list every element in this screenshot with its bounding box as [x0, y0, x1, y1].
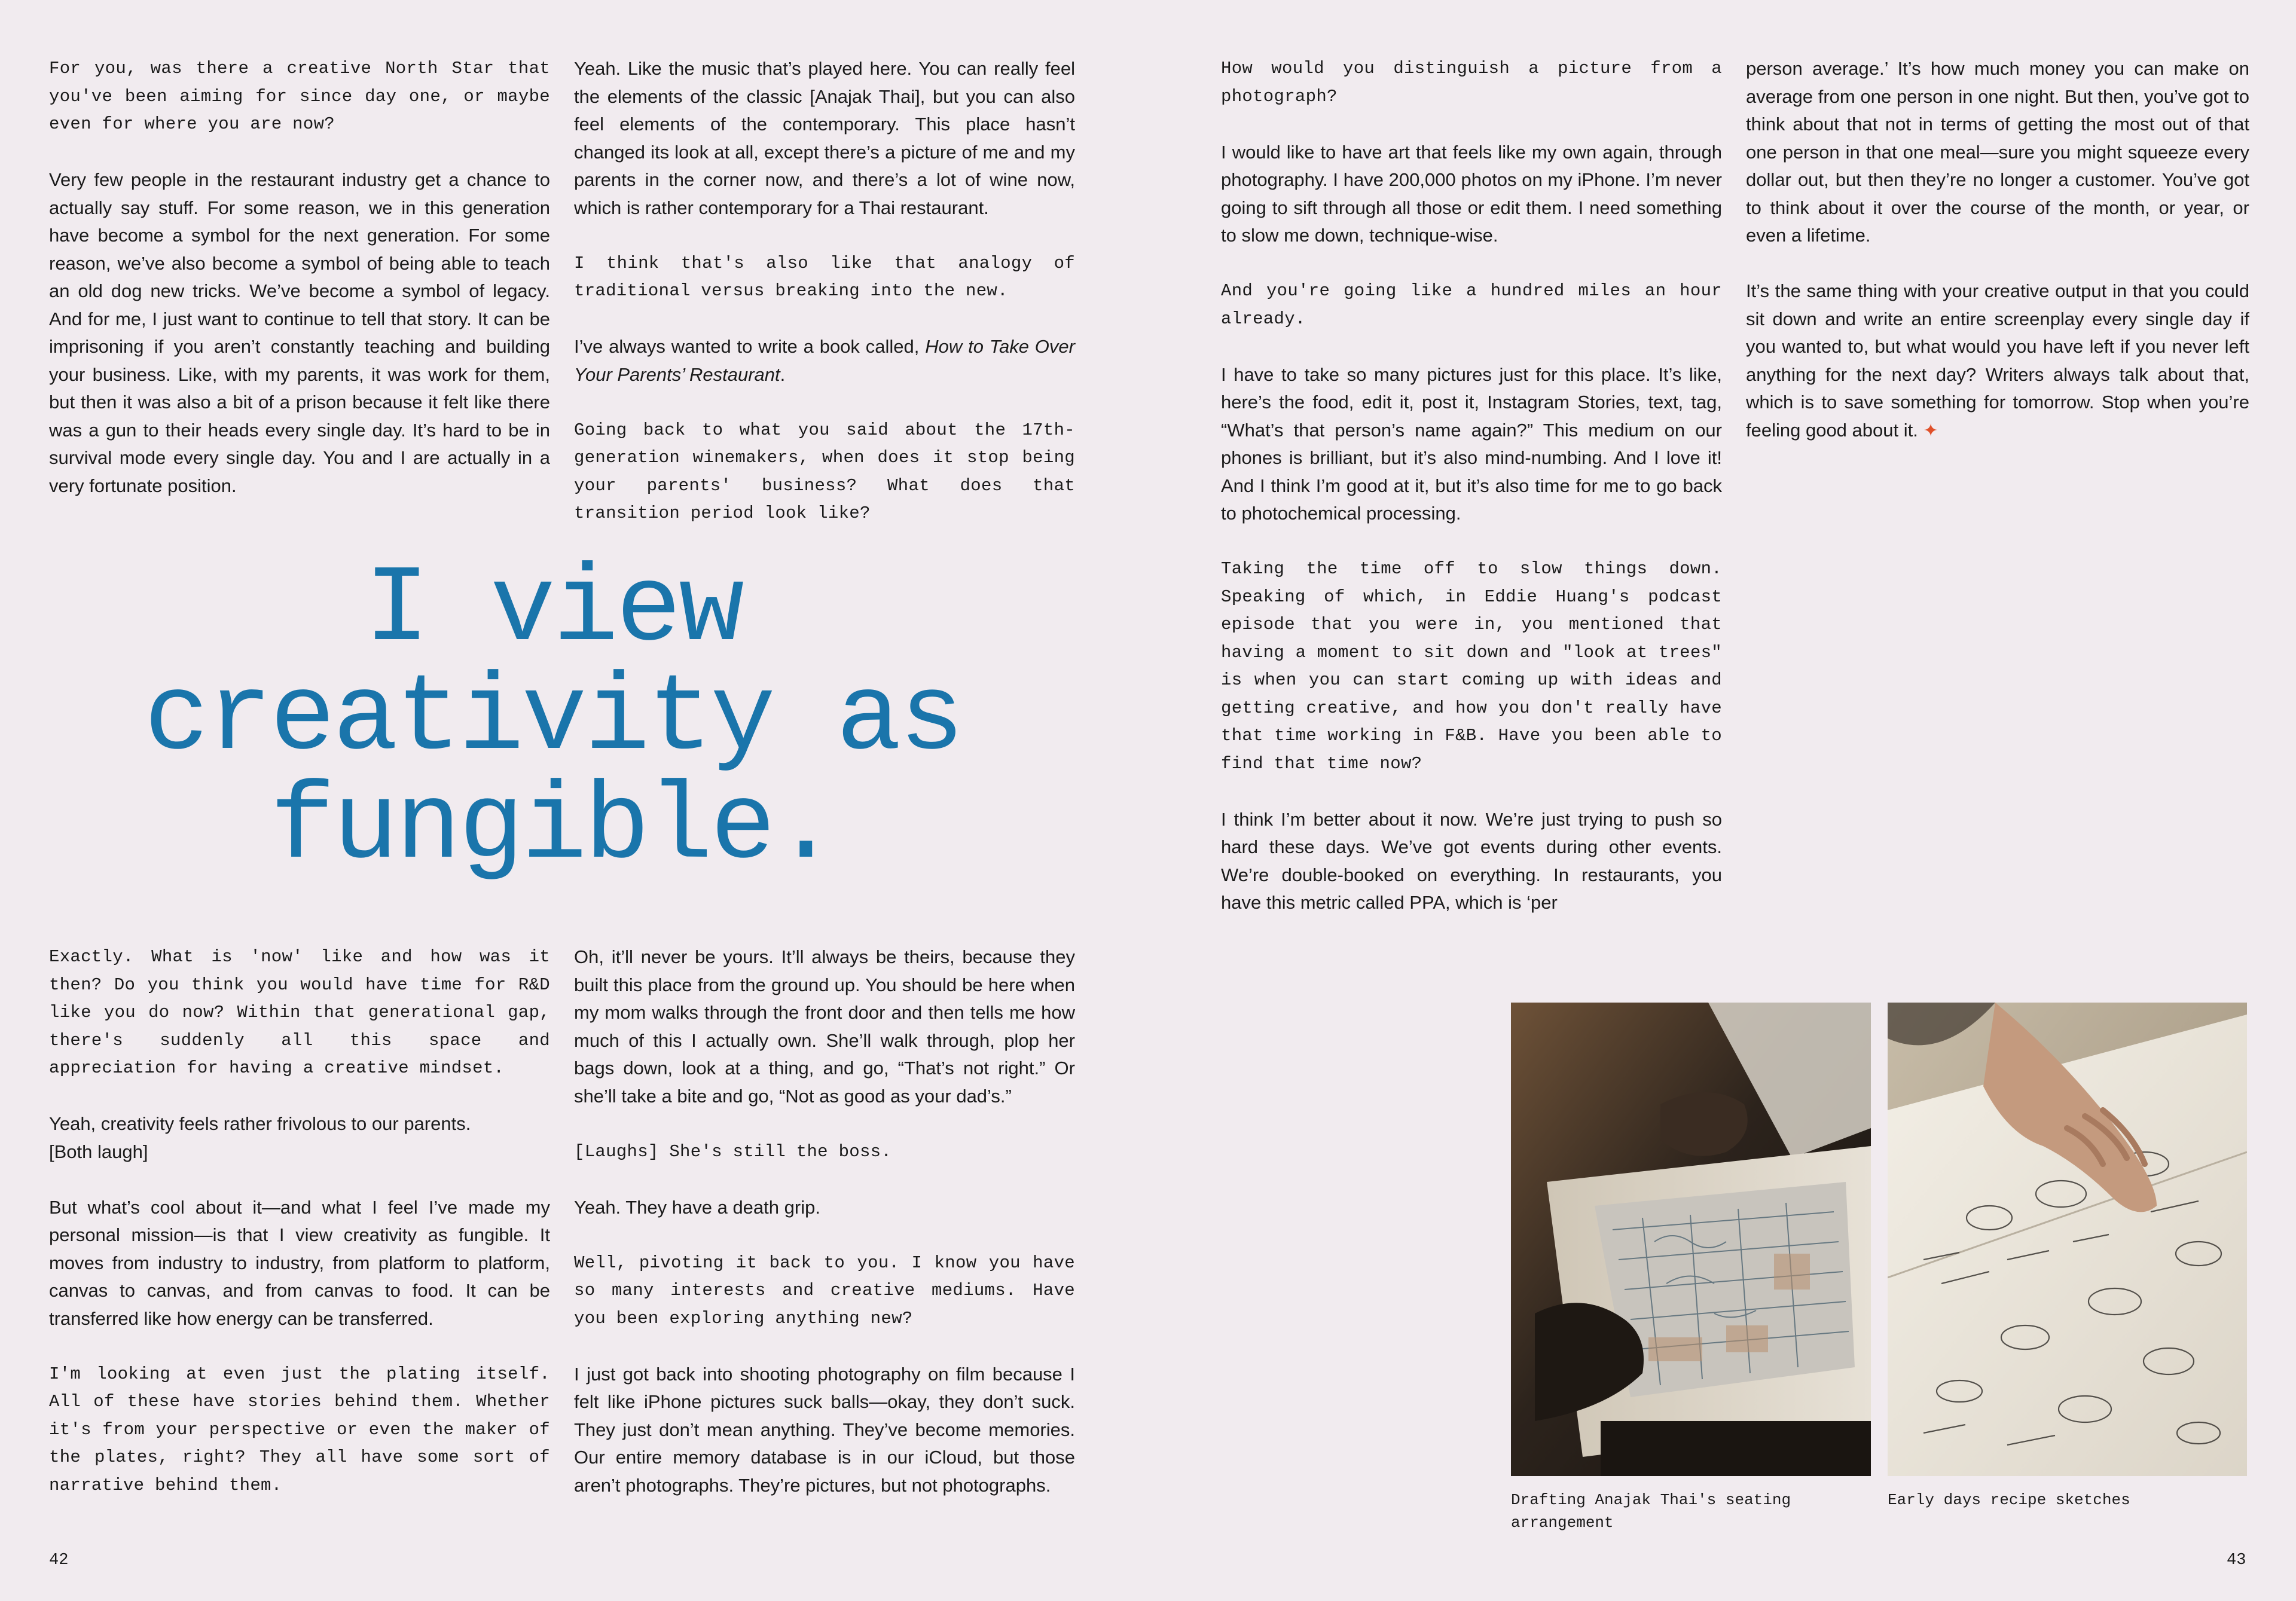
answer-paragraph: Yeah. Like the music that’s played here. You can really feel the elements of the classic [Anajak Thai], but you can also feel elements of the contemporary. This place hasn’t changed its look at all, except there’s a picture of me and my parents in the corner now, and there’s a lot of wine now, which is rather contemporary for a Thai restaurant. [574, 58, 1075, 218]
end-mark-icon: ✦ [1923, 420, 1938, 441]
question-paragraph: I'm looking at even just the plating itself. All of these have stories behind them. Whether it's from your perspective or even the maker of the plates, right? They all have some sort of narrative behind them. [49, 1364, 550, 1495]
right-column-2 [1746, 55, 2249, 445]
left-column-2-bottom [574, 943, 1075, 1499]
pull-quote [102, 548, 1004, 890]
answer-paragraph: But what’s cool about it—and what I feel I’ve made my personal mission—is that I view creativity as fungible. It moves from industry to industry, from platform to platform, canvas to canvas, and from canvas to food. It can be transferred like how energy can be transferred. [49, 1196, 550, 1329]
question-paragraph: Taking the time off to slow things down. Speaking of which, in Eddie Huang's podcast episode that you were in, you mentioned that having a moment to sit down and "look at trees" is when you can start coming up with ideas and getting creative, and how you don't really have that time working in F&B. Have you been able to find that time now? [1221, 559, 1722, 774]
photo-caption: Early days recipe sketches [1888, 1491, 2130, 1509]
photo-seating-sketch [1511, 1003, 1871, 1476]
answer-paragraph: Yeah, creativity feels rather frivolous to our parents. [49, 1113, 471, 1134]
answer-paragraph: person average.’ It’s how much money you can make on average from one person in one night. But then, you’ve got to think about that not in terms of getting the most out of that one person in that one meal—sure you might squeeze every dollar out, but then they’re no longer a customer. You’ve got to think about it over the course of the month, or year, or even a lifetime. [1746, 58, 2249, 246]
right-column-1 [1221, 55, 1722, 917]
answer-paragraph: Yeah. They have a death grip. [574, 1196, 820, 1218]
photo-seating-sketch-image [1511, 1003, 1871, 1476]
left-column-1-top [49, 55, 550, 500]
pull-quote-line: fungible. [270, 766, 836, 890]
pull-quote-line: I view [364, 548, 742, 672]
photo-recipe-sketches-image [1888, 1003, 2247, 1476]
answer-paragraph: It’s the same thing with your creative output in that you could sit down and write an entire screenplay every single day if you wanted to, but what would you have left if you never left anything for the next day? Writers always talk about that, which is to save something for tomorrow. Stop when you’re feeling good about it. ✦ [1746, 280, 2249, 441]
page-number-right: 43 [2227, 1551, 2246, 1569]
answer-paragraph: I just got back into shooting photography on film because I felt like iPhone pictures suck balls—okay, they don’t suck. They just don’t mean anything. They’ve become memories. Our entire memory database is in our iCloud, but those aren’t photographs. They’re pictures, but not photographs. [574, 1363, 1075, 1496]
answer-paragraph: I have to take so many pictures just for this place. It’s like, here’s the food, edit it, post it, Instagram Stories, text, tag, “What’s that person’s name again?” This medium on our phones is brilliant, but it’s also mind-numbing. And I love it! And I think I’m good at it, but it’s also time for me to go back to photochemical processing. [1221, 363, 1722, 524]
answer-paragraph: Oh, it’ll never be yours. It’ll always be theirs, because they built this place from the ground up. You should be here when my mom walks through the front door and then tells me how much of this I actually own. She’ll walk through, plop her bags down, look at a thing, and go, “That’s not right.” Or she’ll take a bite and go, “Not as good as your dad’s.” [574, 946, 1075, 1107]
answer-paragraph: I’ve always wanted to write a book called, How to Take Over Your Parents’ Restaurant. [574, 336, 1075, 385]
answer-paragraph: I would like to have art that feels like my own again, through photography. I have 200,000 photos on my iPhone. I’m never going to sift through all those or edit them. I need something to slow me down, technique-wise. [1221, 141, 1722, 246]
left-column-1-bottom [49, 943, 550, 1499]
book-title: How to Take Over Your Parents’ Restaurant [574, 336, 1075, 385]
question-paragraph: I think that's also like that analogy of traditional versus breaking into the new. [574, 253, 1075, 301]
answer-paragraph: Very few people in the restaurant industry get a chance to actually say stuff. For some reason, we in this generation have become a symbol for the next generation. For some reason, we’ve also become a symbol of being able to teach an old dog new tricks. We’ve become a symbol of legacy. And for me, I just want to continue to tell that story. It can be imprisoning if you aren’t constantly teaching and building your business. Like, with my parents, it was work for them, but then it was also a bit of a prison because it felt like there was a gun to their heads every single day. It’s hard to be in survival mode every single day. You and I are actually in a very fortunate position. [49, 169, 550, 496]
question-paragraph: Well, pivoting it back to you. I know you have so many interests and creative mediums. Have you been exploring anything new? [574, 1252, 1075, 1328]
question-paragraph: How would you distinguish a picture from a photograph? [1221, 59, 1722, 106]
question-paragraph: And you're going like a hundred miles an hour already. [1221, 281, 1722, 329]
question-paragraph: [Laughs] She's still the boss. [574, 1141, 892, 1162]
question-paragraph: Exactly. What is 'now' like and how was it then? Do you think you would have time for R&D like you do now? Within that generational gap, there's suddenly all this space and appreciation for having a creative mindset. [49, 947, 550, 1078]
question-paragraph: Going back to what you said about the 17th-generation winemakers, when does it stop being your parents' business? What does that transition period look like? [574, 420, 1075, 523]
question-paragraph: For you, was there a creative North Star that you've been aiming for since day one, or maybe even for where you are now? [49, 59, 550, 134]
photo-recipe-sketches [1888, 1003, 2247, 1476]
pull-quote-line: creativity as [144, 657, 962, 781]
answer-paragraph: I think I’m better about it now. We’re just trying to push so hard these days. We’ve got events during other events. We’re double-booked on everything. In restaurants, you have this metric called PPA, which is ‘per [1221, 808, 1722, 913]
page-number-left: 42 [49, 1551, 69, 1569]
left-column-2-top [574, 55, 1075, 528]
answer-paragraph: [Both laugh] [49, 1141, 148, 1162]
photo-caption: Drafting Anajak Thai's seating arrangement [1511, 1491, 1791, 1532]
